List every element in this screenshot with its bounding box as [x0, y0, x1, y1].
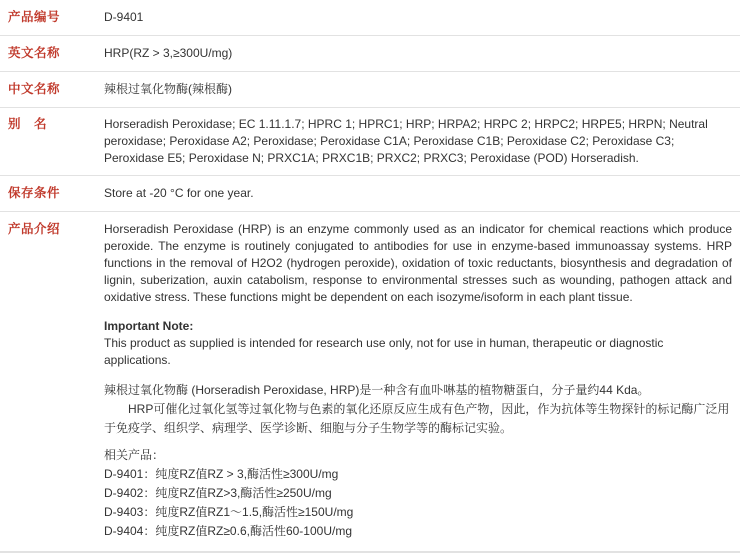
value-storage: Store at -20 °C for one year. [104, 186, 254, 200]
table-row-chinese-name [0, 72, 740, 108]
spacer [104, 369, 732, 381]
label-storage: 保存条件 [8, 186, 61, 200]
intro-paragraph-cn-2: HRP可催化过氧化氢等过氧化物与色素的氧化还原反应生成有色产物，因此，作为抗体等生物探针的标记酶广泛用于免疫学、组织学、病理学、医学诊断、细胞与分子生物学等的酶标记实验。 [104, 402, 730, 435]
table-row-introduction [0, 212, 740, 552]
related-products-title: 相关产品： [104, 448, 165, 462]
table-row-product-code [0, 0, 740, 36]
list-item: D-9401：纯度RZ值RZ > 3,酶活性≥300U/mg [104, 467, 339, 481]
label-chinese-name: 中文名称 [8, 82, 61, 96]
list-item: D-9402：纯度RZ值RZ>3,酶活性≥250U/mg [104, 486, 332, 500]
label-english-name: 英文名称 [8, 46, 61, 60]
label-product-code: 产品编号 [8, 10, 61, 24]
spacer [104, 306, 732, 318]
list-item: D-9404：纯度RZ值RZ≥0.6,酶活性60-100U/mg [104, 524, 352, 538]
value-product-code: D-9401 [104, 10, 144, 24]
label-introduction: 产品介绍 [8, 222, 61, 236]
intro-note-title: Important Note: [104, 319, 194, 333]
table-row-alias [0, 108, 740, 176]
related-products-list [104, 465, 732, 541]
table-row-storage [0, 176, 740, 212]
intro-note-body: This product as supplied is intended for research use only, not for use in human, therapeutic or diagnostic applications. [104, 336, 664, 367]
list-item: D-9403：纯度RZ值RZ1～1.5,酶活性≥150U/mg [104, 505, 354, 519]
value-chinese-name: 辣根过氧化物酶(辣根酶) [104, 82, 232, 96]
intro-paragraph-cn-1: 辣根过氧化物酶 (Horseradish Peroxidase, HRP)是一种含有血卟啉基的植物糖蛋白，分子量约44 Kda。 [104, 383, 650, 397]
intro-paragraph-en: Horseradish Peroxidase (HRP) is an enzyme commonly used as an indicator for chemical reactions which produce peroxide. The enzyme is routinely conjugated to antibodies for use in enzyme-based immunoassay systems. HRP functions in the removal of H2O2 (hydrogen peroxide), oxidation of toxic reductants, biosynthesis and degradation of lignin, suberization, auxin catabolism, response to environmental stresses such as wounding, pathogen attack and oxidative stress. These functions might be dependent on each isozyme/isoform in each plant tissue. [104, 222, 732, 304]
value-alias: Horseradish Peroxidase; EC 1.11.1.7; HPRC 1; HPRC1; HRP; HRPA2; HRPC 2; HRPC2; HRPE5; HRPN; Neutral peroxidase; Peroxidase A2; Peroxidase; Peroxidase C1A; Peroxidase C1B; Peroxidase C2; Peroxidase C3; Peroxidase E5; Peroxidase N; PRXC1A; PRXC1B; PRXC2; PRXC3; Peroxidase (POD) Horseradish. [104, 117, 708, 165]
value-introduction [94, 212, 740, 552]
value-english-name: HRP(RZ > 3,≥300U/mg) [104, 46, 233, 60]
label-alias: 别 名 [8, 117, 48, 131]
table-row-english-name [0, 36, 740, 72]
spacer [104, 438, 732, 446]
